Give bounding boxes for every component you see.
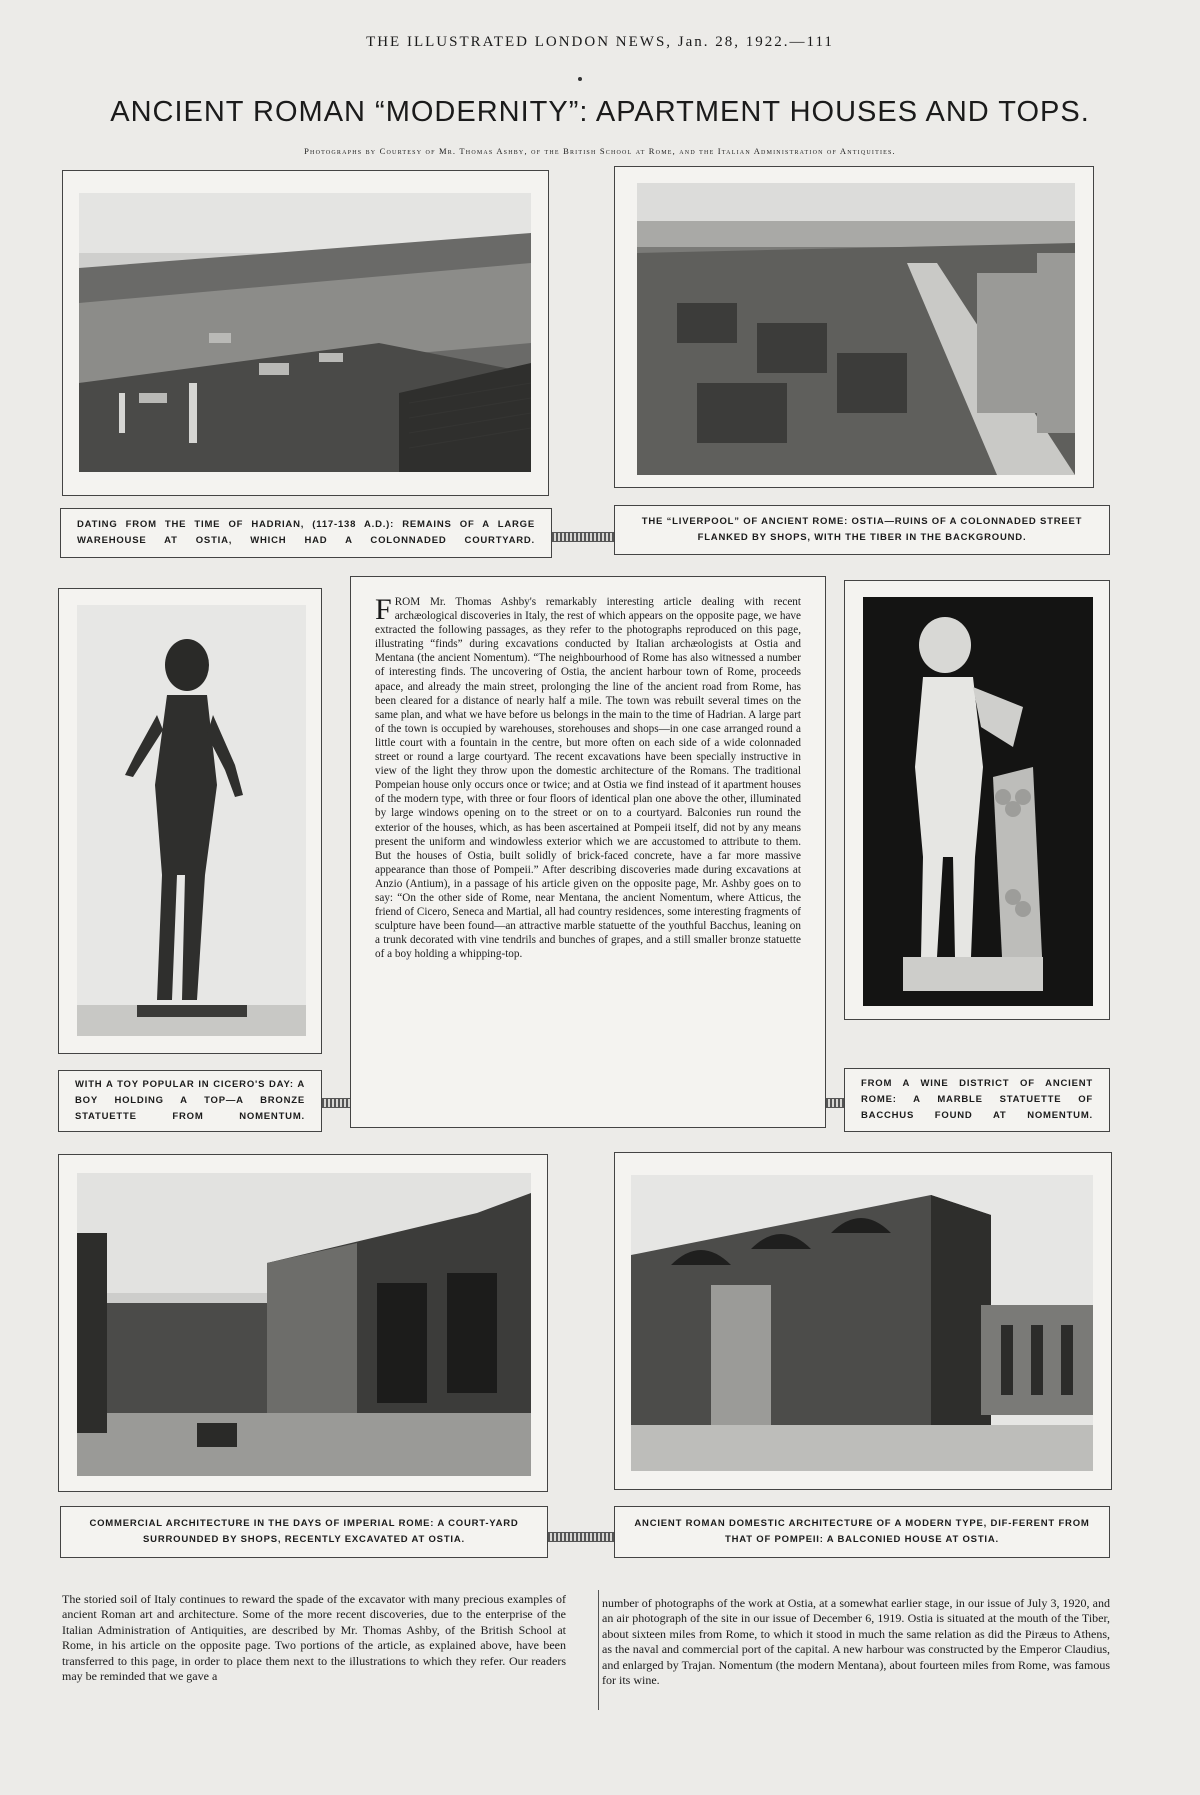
caption-bacchus <box>844 1068 1110 1132</box>
decorative-dot <box>578 77 582 81</box>
caption-warehouse-text: DATING FROM THE TIME OF HADRIAN, (117-138 A.D.): REMAINS OF A LARGE WAREHOUSE AT OSTIA, WHICH HAD A COLONNADED COURTYARD. <box>77 519 535 546</box>
column-divider <box>598 1590 599 1710</box>
footer-column-left: The storied soil of Italy continues to reward the spade of the excavator with many precious examples of ancient Roman art and architecture. Some of the more recent discoveries, due to the enterprise of the Italian Administration of Antiquities, are described by Mr. Thomas Ashby, of the British School at Rome, in his article on the opposite page. Two portions of the article, as explained above, have been transferred to this page, in order to place them next to the illustrations to which they refer. Our readers may be reminded that we gave a <box>62 1592 566 1684</box>
bacchus-statue-photo <box>863 597 1093 1006</box>
caption-bronze-boy <box>58 1070 322 1132</box>
photo-frame-bronze-boy <box>58 588 322 1054</box>
caption-colonnaded-street <box>614 505 1110 555</box>
photo-frame-courtyard <box>58 1154 548 1492</box>
photo-frame-balconied-house <box>614 1152 1112 1490</box>
caption-balconied-house-text: ANCIENT ROMAN DOMESTIC ARCHITECTURE OF A MODERN TYPE, DIF-FERENT FROM THAT OF POMPEII: A BALCONIED HOUSE AT OSTIA. <box>634 1518 1090 1545</box>
running-head: THE ILLUSTRATED LONDON NEWS, Jan. 28, 1922.—111 <box>366 34 834 50</box>
photo-frame-bacchus <box>844 580 1110 1020</box>
warehouse-ruins-photo <box>79 193 531 472</box>
caption-connector-bottom <box>548 1532 614 1542</box>
caption-bacchus-text: FROM A WINE DISTRICT OF ANCIENT ROME: A MARBLE STATUETTE OF BACCHUS FOUND AT NOMENTUM. <box>861 1078 1093 1121</box>
article-body: ROM Mr. Thomas Ashby's remarkably interesting article dealing with recent archæological discoveries in Italy, the rest of which appears on the opposite page, we have extracted the following passages, as they refer to the photographs reproduced on this page, illustrating “finds” during excavations conducted by Italian archæologists at Ostia and Mentana (the ancient Nomentum). “The neighbourhood of Rome has also witnessed a number of interesting finds. The uncovering of Ostia, the ancient harbour town of Rome, proceeds apace, and already the main street, prolonging the line of the ancient road from Rome, has been cleared for a distance of nearly half a mile. The town was rebuilt several times on the same plan, and what we have before us belongs in the main to the time of Hadrian. A large part of the town is occupied by warehouses, storehouses and shops—in one case arranged round a little court with a fountain in the centre, but more often on each side of a wide colonnaded street or round a large courtyard. The recent excavations have been specially instructive in view of the light they throw upon the domestic architecture of the Romans. The traditional Pompeian house only occurs once or twice; and at Ostia we find instead of it apartment houses of the modern type, with three or four floors of identical plan one above the other, illuminated by large windows opening on to the street or on to a courtyard. Balconies run round the exterior of the houses, which, as has been ascertained at Pompeii itself, did not by any means present the uniform and windowless exterior which we are accustomed to attribute to them. But the houses of Ostia, built solidly of brick-faced concrete, have a far more massive appearance than those of Pompeii.” After describing discoveries made during excavations at Anzio (Antium), in a passage of his article given on the opposite page, Mr. Ashby goes on to say: “On the other side of Rome, near Mentana, the ancient Nomentum, where Atticus, the friend of Cicero, Seneca and Martial, all had country residences, some interesting fragments of sculpture have been found—an attractive marble statuette of the youthful Bacchus, leaning on a trunk decorated with vine tendrils and bunches of grapes, and a still smaller bronze statuette of a boy holding a whipping-top. <box>375 596 801 961</box>
caption-connector-right <box>826 1098 844 1108</box>
balconied-house-photo <box>631 1175 1093 1471</box>
caption-courtyard-text: COMMERCIAL ARCHITECTURE IN THE DAYS OF IMPERIAL ROME: A COURT-YARD SURROUNDED BY SHOPS, RECENTLY EXCAVATED AT OSTIA. <box>89 1518 519 1545</box>
caption-connector <box>552 532 614 542</box>
article-text <box>350 576 826 1128</box>
colonnaded-street-photo <box>637 183 1075 475</box>
photo-credit: Photographs by Courtesy of Mr. Thomas Ashby, of the British School at Rome, and the Italian Administration of Antiquities. <box>304 146 896 156</box>
caption-colonnaded-street-text: THE “LIVERPOOL” OF ANCIENT ROME: OSTIA—RUINS OF A COLONNADED STREET FLANKED BY SHOPS, WITH THE TIBER IN THE BACKGROUND. <box>641 516 1083 543</box>
photo-frame-colonnaded-street <box>614 166 1094 488</box>
caption-bronze-boy-text: WITH A TOY POPULAR IN CICERO'S DAY: A BOY HOLDING A TOP—A BRONZE STATUETTE FROM NOMENTUM. <box>75 1079 305 1122</box>
caption-warehouse <box>60 508 552 558</box>
footer-column-right: number of photographs of the work at Ostia, at a somewhat earlier stage, in our issue of July 3, 1920, and an air photograph of the site in our issue of December 6, 1919. Ostia is situated at the mouth of the Tiber, about sixteen miles from Rome, to which it stood in much the same relation as did the Piræus to Athens, as the naval and commercial port of the capital. A new harbour was constructed by the Emperor Claudius, and enlarged by Trajan. Nomentum (the modern Mentana), about fourteen miles from Rome, was famous for its wine. <box>602 1596 1110 1688</box>
caption-balconied-house <box>614 1506 1110 1558</box>
bronze-boy-photo <box>77 605 306 1036</box>
page-title: ANCIENT ROMAN “MODERNITY”: APARTMENT HOUSES AND TOPS. <box>110 96 1090 128</box>
photo-frame-warehouse <box>62 170 549 496</box>
article-dropcap: F <box>375 593 392 626</box>
caption-courtyard <box>60 1506 548 1558</box>
caption-connector-left <box>322 1098 350 1108</box>
courtyard-shops-photo <box>77 1173 531 1476</box>
